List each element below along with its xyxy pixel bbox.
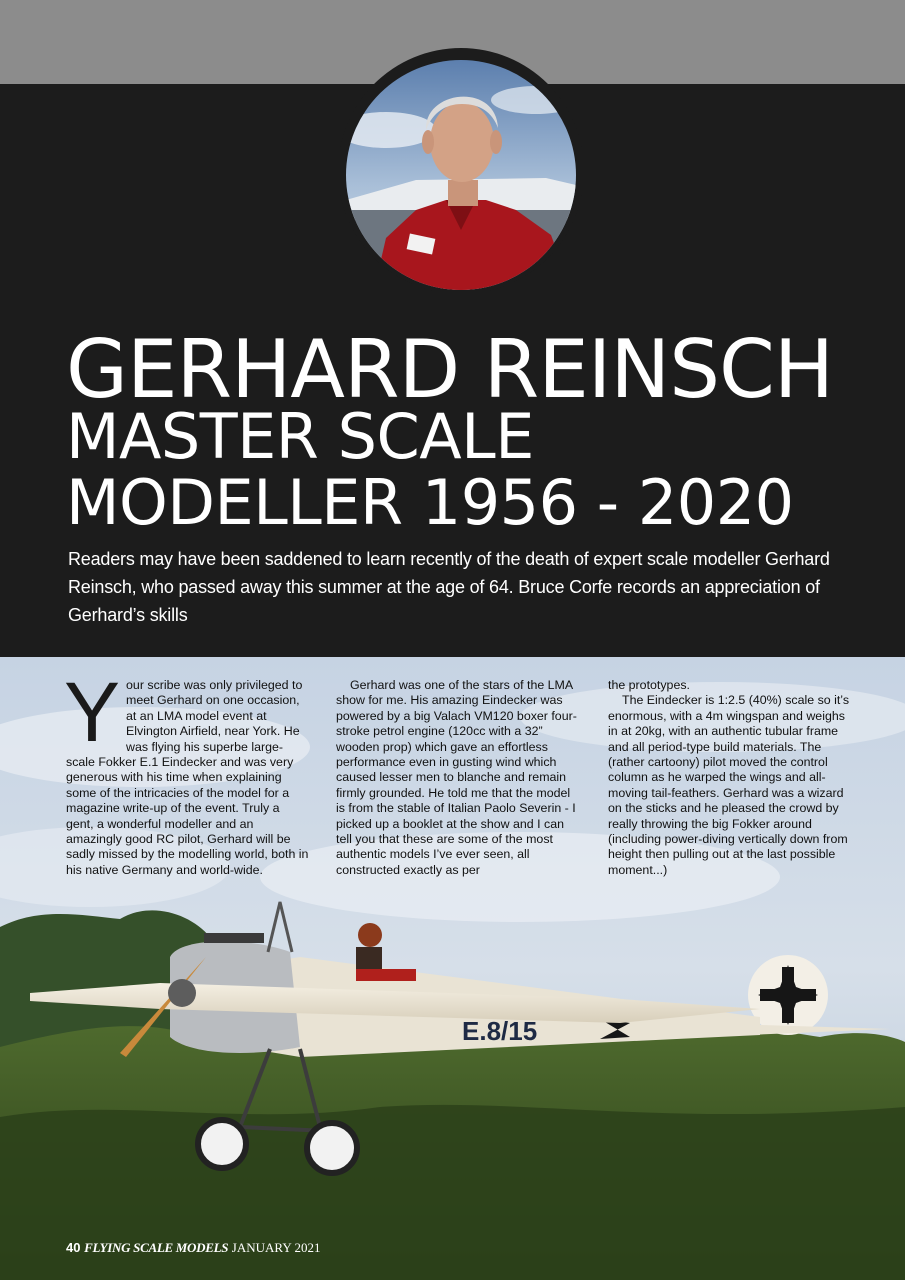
standfirst: Readers may have been saddened to learn recently of the death of expert scale modeller Gerhard Reinsch, who passed away this summer at the age of 64. Bruce Corfe records an appreciation of Gerhard’s skills (68, 549, 830, 625)
drop-cap: Y (64, 665, 121, 759)
article-subtitle (66, 400, 886, 539)
column-3-paragraph-1: the prototypes. (608, 678, 690, 692)
article-column-3 (608, 678, 852, 878)
column-3-paragraph-2: The Eindecker is 1:2.5 (40%) scale so it’s enormous, with a 4m wingspan and weighs in at 20kg, with an authentic tubular frame and all period-type build materials. The (rather cartoony) pilot moved the control column as he warped the wings and all-moving tail-feathers. Gerhard was a wizard on the sticks and he pleased the crowd by really throwing the big Fokker around (including power-diving vertically down from height then pulling out at the last possible moment...) (608, 693, 850, 877)
fuselage-serial: E.8/15 (462, 1016, 538, 1046)
subtitle-line-1: MASTER SCALE (66, 400, 534, 473)
page-number: 40 (66, 1240, 81, 1255)
subtitle-line-2: MODELLER 1956 - 2020 (66, 466, 794, 539)
article-column-2 (336, 678, 580, 878)
article-title: GERHARD REINSCH (66, 323, 833, 416)
column-2-paragraph: Gerhard was one of the stars of the LMA show for me. His amazing Eindecker was powered by a big Valach VM120 boxer four-stroke petrol engine (120cc with a 32” wooden prop) which gave an effortless performance even in gusting wind which caused lesser men to blanche and remain firmly grounded. He told me that the model is from the stable of Italian Paolo Severin - I picked up a booklet at the show and I can tell you that these are some of the most authentic models I’ve ever seen, all constructed exactly as per (336, 678, 577, 877)
article-column-1 (64, 665, 310, 878)
page-footer (66, 1240, 321, 1256)
issue-date: JANUARY 2021 (231, 1240, 321, 1255)
column-1-paragraph: our scribe was only privileged to meet Gerhard on one occasion, at an LMA model event at Elvington Airfield, near York. He was flying his superbe large-scale Fokker E.1 Eindecker and was very generous with his time when explaining some of the intricacies of the model for a magazine write-up of the event. Truly a gent, a wonderful modeller and an amazingly good RC pilot, Gerhard will be sadly missed by the modelling world, both in his native Germany and world-wide. (66, 678, 309, 877)
magazine-name: FLYING SCALE MODELS (84, 1240, 229, 1255)
portrait-photo (346, 60, 576, 290)
